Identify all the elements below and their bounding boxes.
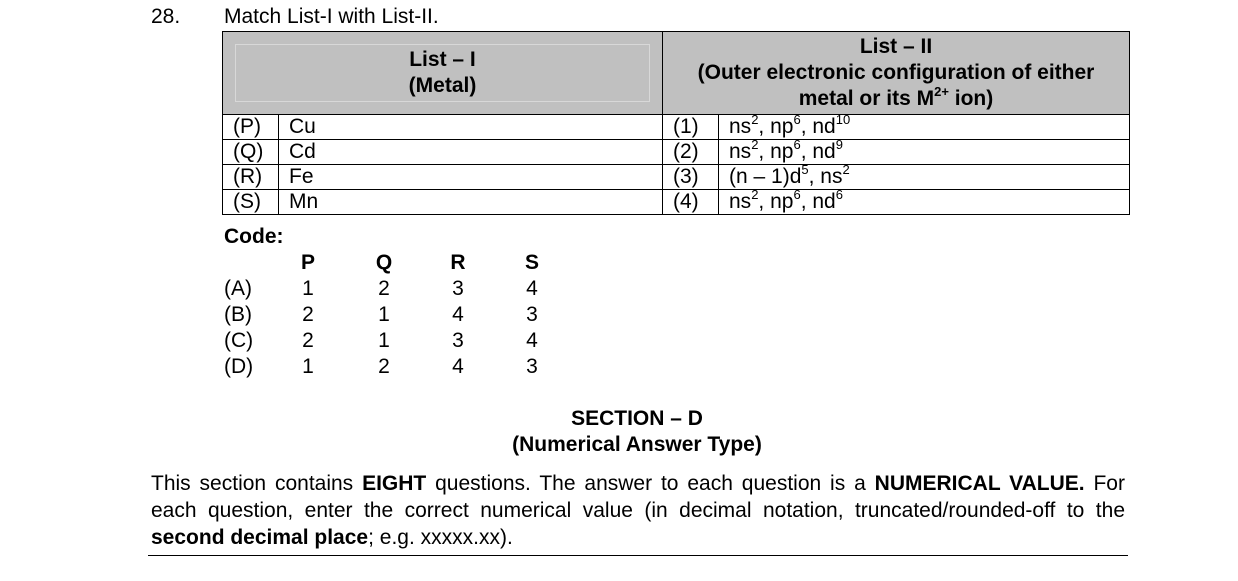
code-option-value: 3 (452, 329, 464, 352)
section-instructions: This section contains EIGHT questions. The answer to each question is a NUMERICAL VALUE. For each question, enter the correct numerical value (in decimal notation, truncated/rounded-off to the second decimal place; e.g. xxxxx.xx). (151, 472, 1125, 549)
list2-header (663, 32, 1130, 115)
list2-number: (2) (663, 140, 719, 165)
list2-configuration: $(n - 1)d^5$, $ns^2$ (719, 165, 1130, 190)
section-subtitle: (Numerical Answer Type) (512, 433, 762, 456)
code-option-label: (C) (224, 329, 254, 352)
question-text: Match List-I with List-II. (224, 5, 439, 28)
code-option-label: (D) (224, 355, 254, 378)
code-option-value: 1 (378, 329, 390, 352)
table-header-row (223, 32, 1130, 115)
code-option-value: 2 (378, 355, 390, 378)
code-option-value: 1 (302, 277, 314, 300)
list1-header-title: List – I (409, 48, 476, 71)
code-option-value: 2 (302, 329, 314, 352)
code-option-value: 4 (452, 303, 464, 326)
code-column-header: Q (375, 251, 393, 274)
code-option-value: 4 (526, 329, 538, 352)
code-column-header: R (450, 251, 466, 274)
list1-label: (S) (223, 190, 279, 215)
table-row (223, 190, 1130, 215)
list2-header-subtitle: (Outer electronic configuration of either (697, 61, 1095, 84)
list2-number: (3) (663, 165, 719, 190)
table-row (223, 115, 1130, 140)
list2-header-title: List – II (859, 35, 933, 58)
code-column-header: P (300, 251, 315, 274)
code-option-value: 2 (378, 277, 390, 300)
code-option-value: 4 (452, 355, 464, 378)
table-row (223, 165, 1130, 190)
code-column-header: S (524, 251, 539, 274)
list2-number: (1) (663, 115, 719, 140)
list2-header-subtitle-cont: metal or its $M^{2+}$ ion) (798, 84, 994, 110)
code-option-label: (B) (224, 303, 252, 326)
code-option-value: 4 (526, 277, 538, 300)
code-option-value: 1 (378, 303, 390, 326)
list1-label: (R) (223, 165, 279, 190)
list1-metal: Mn (279, 190, 663, 215)
table-row (223, 140, 1130, 165)
code-option-value: 1 (302, 355, 314, 378)
list1-label: (P) (223, 115, 279, 140)
list1-metal: Cd (279, 140, 663, 165)
list2-configuration: $ns^2$, $np^6$, $nd^9$ (719, 140, 1130, 165)
code-option-value: 3 (526, 303, 538, 326)
list2-number: (4) (663, 190, 719, 215)
list1-header (223, 32, 663, 115)
section-title: SECTION – D (571, 407, 703, 430)
question-number: 28. (151, 5, 181, 28)
list1-header-subtitle: (Metal) (408, 74, 477, 97)
code-option-value: 2 (302, 303, 314, 326)
list1-label: (Q) (223, 140, 279, 165)
bottom-rule (148, 555, 1128, 556)
code-title: Code: (224, 225, 284, 248)
list2-configuration: $ns^2$, $np^6$, $nd^{10}$ (719, 115, 1130, 140)
code-option-value: 3 (526, 355, 538, 378)
match-table (222, 31, 1130, 215)
code-option-value: 3 (452, 277, 464, 300)
list2-configuration: $ns^2$, $np^6$, $nd^6$ (719, 190, 1130, 215)
list1-metal: Cu (279, 115, 663, 140)
code-option-label: (A) (224, 277, 252, 300)
list1-metal: Fe (279, 165, 663, 190)
